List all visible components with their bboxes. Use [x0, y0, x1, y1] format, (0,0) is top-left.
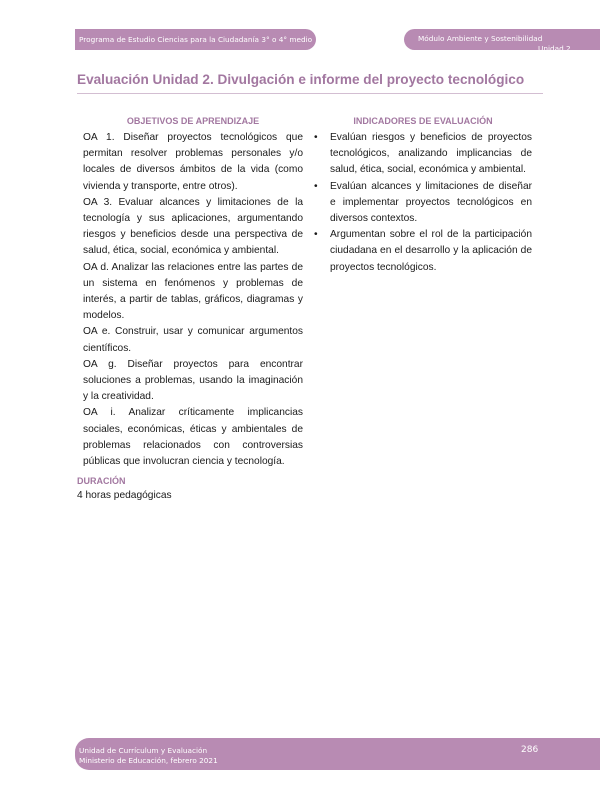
objectives-heading: OBJETIVOS DE APRENDIZAJE — [126, 116, 260, 126]
indicator-item — [314, 227, 532, 276]
duration-value: 4 horas pedagógicas — [77, 490, 172, 501]
bullet-icon: • — [314, 180, 318, 192]
objective-item: OA 3. Evaluar alcances y limitaciones de la tecnología y sus aplicaciones, argumentando riesgos y beneficios desde una perspectiva de salud, ética, social, económica y ambiental. — [83, 196, 303, 257]
indicator-item — [314, 130, 532, 179]
bullet-icon: • — [314, 229, 318, 241]
page-number: 286 — [521, 745, 539, 755]
footer-ministry: Ministerio de Educación, febrero 2021 — [79, 756, 218, 765]
indicator-text: Evalúan alcances y limitaciones de diseñar e implementar proyectos tecnológicos en diversos contextos. — [330, 180, 532, 225]
page-title: Evaluación Unidad 2. Divulgación e informe del proyecto tecnológico — [77, 72, 543, 94]
objective-item: OA 1. Diseñar proyectos tecnológicos que permitan resolver problemas personales y/o locales de diversos ámbitos de la vida (como vivienda y transporte, entre otros). — [83, 132, 303, 192]
objective-item: OA i. Analizar críticamente implicancias sociales, económicas, éticas y ambientales de problemas relacionados con controversias públicas que involucran ciencia y tecnología. — [83, 407, 303, 468]
duration-heading: DURACIÓN — [77, 476, 126, 486]
indicator-text: Evalúan riesgos y beneficios de proyectos tecnológicos, analizando implicancias de salud, ética, social, económica y ambiental. — [330, 132, 532, 176]
objective-item: OA d. Analizar las relaciones entre las partes de un sistema en fenómenos y problemas de interés, a partir de tablas, gráficos, diagramas y modelos. — [83, 261, 303, 322]
objectives-list — [83, 130, 303, 470]
program-name: Programa de Estudio Ciencias para la Ciudadanía 3° o 4° medio — [79, 35, 313, 44]
footer-banner — [75, 738, 600, 770]
header-module-banner — [404, 29, 600, 53]
header-program-banner — [75, 29, 316, 50]
indicator-text: Argumentan sobre el rol de la participación ciudadana en el desarrollo y la aplicación de proyectos tecnológicos. — [330, 229, 532, 273]
indicators-heading: INDICADORES DE EVALUACIÓN — [353, 116, 493, 126]
module-name: Módulo Ambiente y Sostenibilidad — [418, 34, 543, 43]
objective-item: OA g. Diseñar proyectos para encontrar soluciones a problemas, usando la imaginación y la creatividad. — [83, 358, 303, 403]
unit-name: Unidad 2 — [538, 44, 571, 53]
bullet-icon: • — [314, 132, 318, 143]
indicator-item — [314, 179, 532, 228]
footer-unit: Unidad de Currículum y Evaluación — [79, 746, 208, 755]
objective-item: OA e. Construir, usar y comunicar argumentos científicos. — [83, 326, 303, 354]
indicators-list — [314, 130, 532, 276]
